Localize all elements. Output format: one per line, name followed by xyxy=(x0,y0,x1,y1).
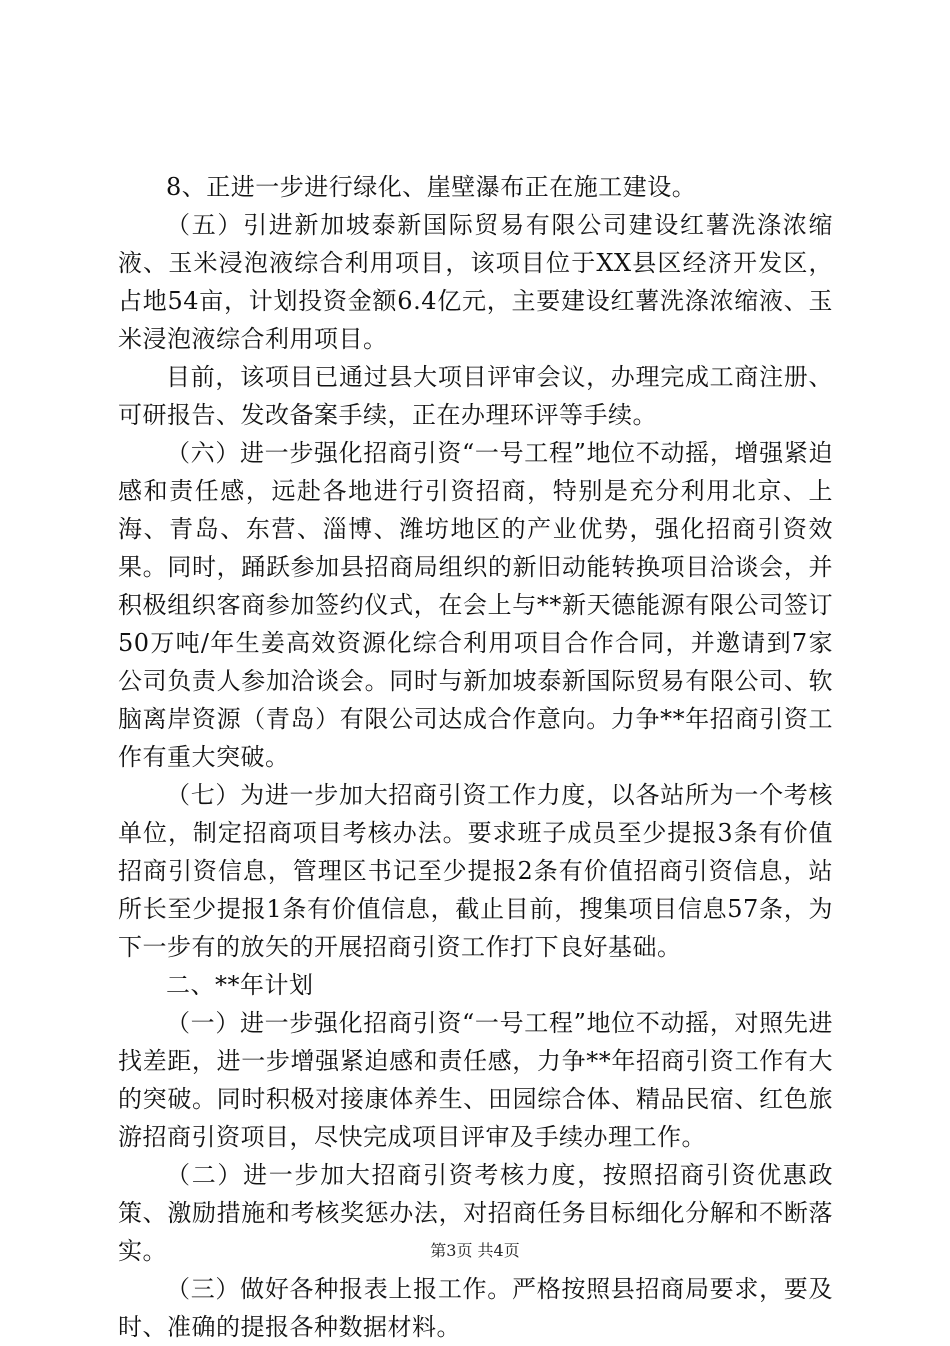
paragraph-plan-two: （二）进一步加大招商引资考核力度，按照招商引资优惠政策、激励措施和考核奖惩办法，对招商任务目标细化分解和不断落实。 xyxy=(118,1161,833,1265)
paragraph-project-six: （六）进一步强化招商引资“一号工程”地位不动摇，增强紧迫感和责任感，远赴各地进行引资招商，特别是充分利用北京、上海、青岛、东营、淄博、潍坊地区的产业优势，强化招商引资效果。同时，踊跃参加县招商局组织的新旧动能转换项目洽谈会，并积极组织客商参加签约仪式，在会上与**新天德能源有限公司签订50万吨/年生姜高效资源化综合利用项目合作合同，并邀请到7家公司负责人参加洽谈会。同时与新加坡泰新国际贸易有限公司、软脑离岸资源（青岛）有限公司达成合作意向。力争**年招商引资工作有重大突破。 xyxy=(118,439,833,771)
paragraph-plan-one: （一）进一步强化招商引资“一号工程”地位不动摇，对照先进找差距，进一步增强紧迫感和责任感，力争**年招商引资工作有大的突破。同时积极对接康体养生、田园综合体、精品民宿、红色旅游招商引资项目，尽快完成项目评审及手续办理工作。 xyxy=(118,1009,833,1151)
document-body xyxy=(118,168,833,1346)
section-heading-plan: 二、**年计划 xyxy=(166,971,314,999)
paragraph-project-seven: （七）为进一步加大招商引资工作力度，以各站所为一个考核单位，制定招商项目考核办法。要求班子成员至少提报3条有价值招商引资信息，管理区书记至少提报2条有价值招商引资信息，站所长至少提报1条有价值信息，截止目前，搜集项目信息57条，为下一步有的放矢的开展招商引资工作打下良好基础。 xyxy=(118,781,833,961)
paragraph-project-status: 目前，该项目已通过县大项目评审会议，办理完成工商注册、可研报告、发改备案手续，正在办理环评等手续。 xyxy=(118,363,833,429)
page-number-footer: 第3页 共4页 xyxy=(430,1241,520,1260)
paragraph-project-five: （五）引进新加坡泰新国际贸易有限公司建设红薯洗涤浓缩液、玉米浸泡液综合利用项目，该项目位于XX县区经济开发区，占地54亩，计划投资金额6.4亿元，主要建设红薯洗涤浓缩液、玉米浸泡液综合利用项目。 xyxy=(118,211,833,353)
paragraph-greening: 8、正进一步进行绿化、崖壁瀑布正在施工建设。 xyxy=(166,173,697,201)
paragraph-plan-three: （三）做好各种报表上报工作。严格按照县招商局要求，要及时、准确的提报各种数据材料。 xyxy=(118,1275,833,1341)
